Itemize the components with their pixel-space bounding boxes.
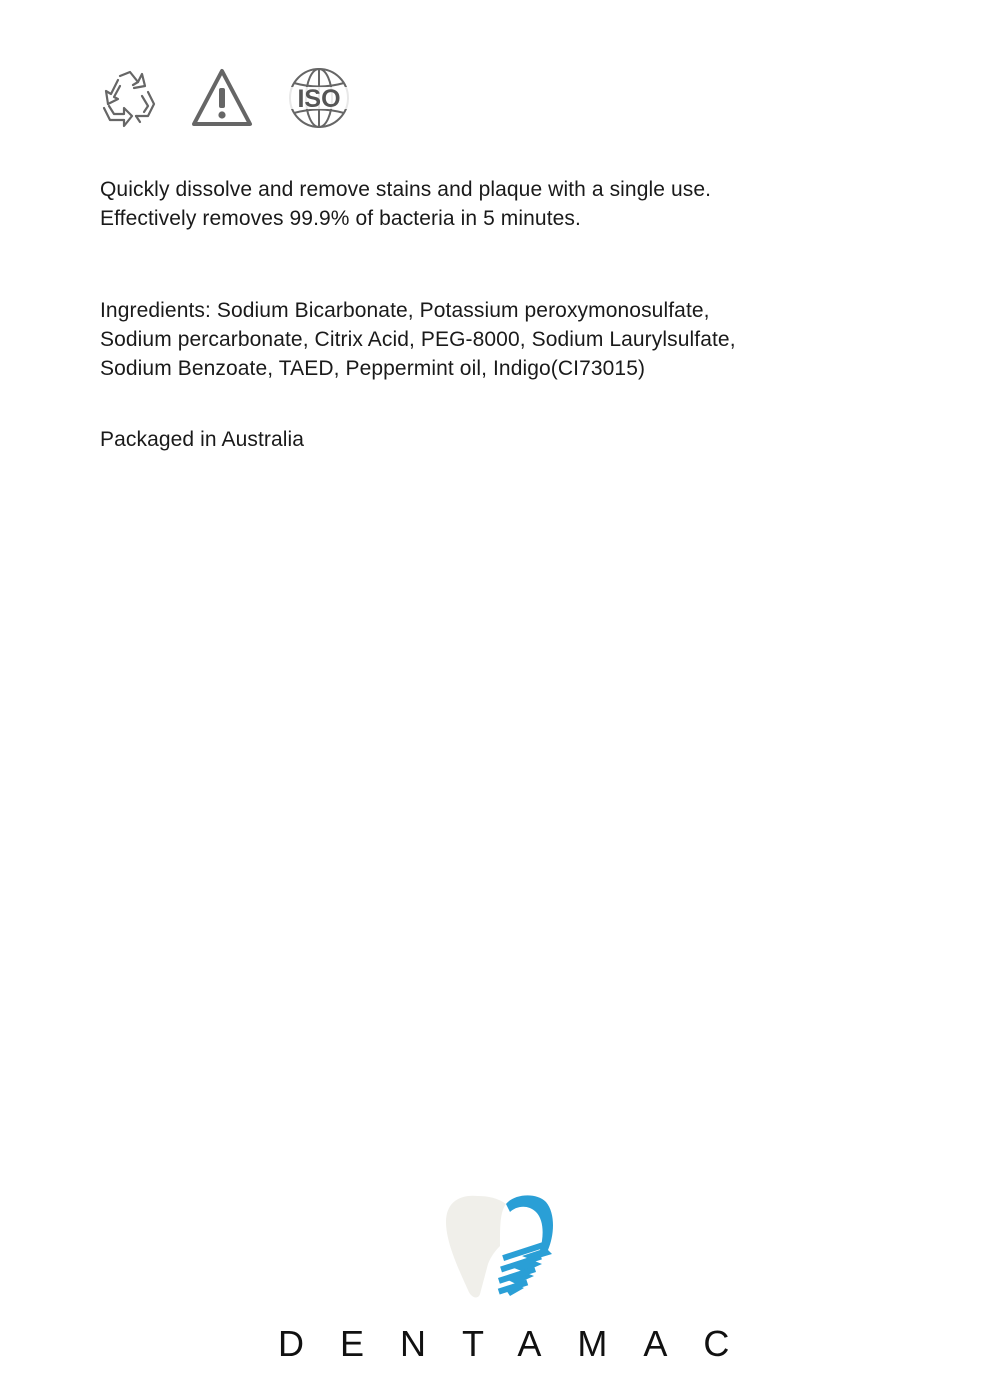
product-description [100,175,860,233]
origin-text: Packaged in Australia [100,428,305,451]
brand-name: DENTAMAC [278,1323,766,1364]
certification-icons [98,66,358,130]
iso-label: ISO [297,85,341,113]
ingredients-line-2: Sodium percarbonate, Citrix Acid, PEG-8000, Sodium Laurylsulfate, [100,328,736,351]
iso-globe-icon [286,66,352,130]
warning-icon [190,66,254,128]
ingredients-line-1: Ingredients: Sodium Bicarbonate, Potassium peroxymonosulfate, [100,299,710,322]
recycle-icon [98,66,160,128]
ingredients-line-3: Sodium Benzoate, TAED, Peppermint oil, Indigo(CI73015) [100,357,646,380]
origin-statement [100,425,860,454]
description-line-2: Effectively removes 99.9% of bacteria in 5 minutes. [100,207,581,230]
tooth-implant-logo [440,1190,560,1305]
ingredients-list [100,296,860,383]
description-line-1: Quickly dissolve and remove stains and plaque with a single use. [100,178,712,201]
